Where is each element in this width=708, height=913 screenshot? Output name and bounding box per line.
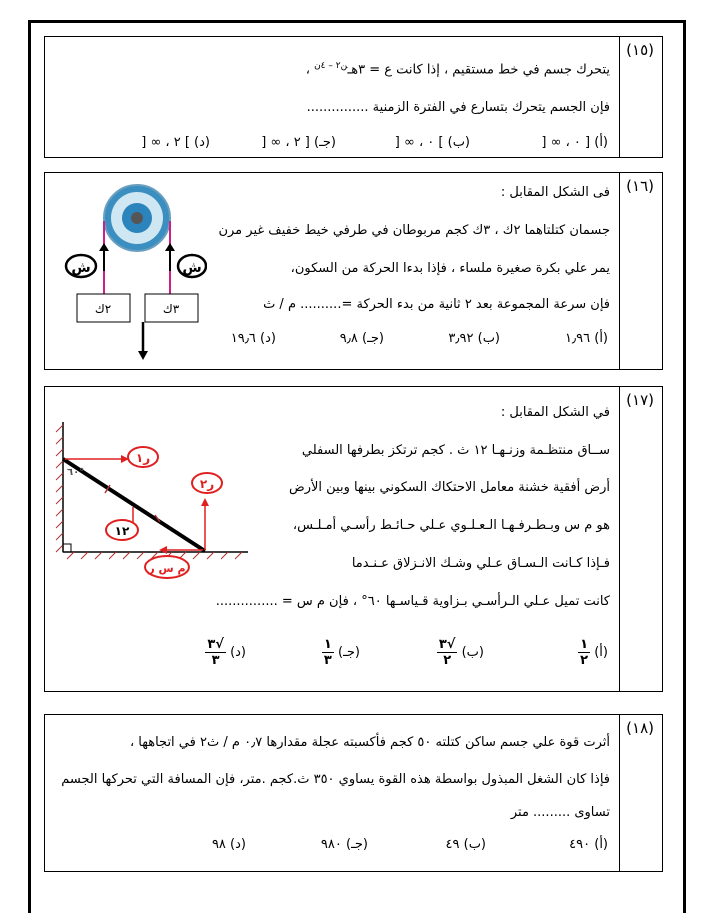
question-line — [306, 61, 610, 77]
r1-label: ر١ — [135, 451, 151, 465]
question-text: يتحرك جسم في خط مستقيم ، إذا كانت ع = ٣هـ — [347, 62, 610, 78]
option-c[interactable]: (جـ) ٩٨٠ — [320, 837, 368, 852]
option-c[interactable]: (جـ) [ ٢ ، ∞ [ — [261, 135, 336, 150]
fraction: $\frac{√٣}{٢}$ — [438, 637, 456, 668]
option-label: (د) — [230, 645, 246, 660]
question-17 — [44, 386, 663, 692]
question-line: جسمان كتلتاهما ٢ك ، ٣ك كجم مربوطان في طرفي خيط خفيف غير مرن — [218, 223, 610, 238]
question-16 — [44, 172, 663, 370]
friction-label: م س ر — [148, 562, 186, 575]
option-a[interactable]: (أ) [ ٠ ، ∞ [ — [541, 135, 608, 150]
option-b[interactable]: (ب) ٣٫٩٢ — [448, 331, 500, 346]
line-end: ، — [305, 62, 310, 78]
question-15 — [44, 36, 663, 158]
weight-label: ١٢ — [114, 524, 130, 538]
left-mass-label: ٢ك — [94, 302, 112, 316]
question-line: فإن سرعة المجموعة بعد ٢ ثانية من بدء الحركة =.......... م / ث — [263, 297, 610, 312]
question-line: فإن الجسم يتحرك بتسارع في الفترة الزمنية ............... — [306, 100, 610, 115]
option-b[interactable]: (ب) ٤٩ — [445, 837, 486, 852]
option-b[interactable] — [437, 637, 484, 668]
option-d[interactable] — [205, 637, 246, 668]
fraction: $\frac{١}{٢}$ — [580, 637, 589, 668]
angle-label: ٦٠° — [67, 467, 85, 478]
option-d[interactable]: (د) ١٩٫٦ — [230, 331, 276, 346]
r2-label: ر٢ — [199, 477, 215, 491]
number-column — [619, 173, 662, 369]
option-label: (جـ) — [338, 645, 360, 660]
pulley-figure — [57, 183, 207, 368]
option-label: (أ) — [594, 645, 608, 660]
question-number: (١٨) — [626, 719, 654, 737]
tension-label: ش — [71, 260, 91, 276]
question-line: فـإذا كـانت الـسـاق عـلي وشـك الانـزلاق عـنـدما — [351, 556, 610, 571]
question-number: (١٦) — [626, 177, 654, 195]
option-b[interactable]: (ب) ] ٠ ، ∞ [ — [394, 135, 470, 150]
question-line: أثرت قوة علي جسم ساكن كتلته ٥٠ كجم فأكسبته عجلة مقدارها ٠٫٧ م / ث٢ في اتجاهها ، — [129, 735, 610, 750]
question-line: فإذا كان الشغل المبذول بواسطة هذه القوة يساوي ٣٥٠ ث.كجم .متر، فإن المسافة التي تحركها الجسم — [61, 772, 610, 787]
option-a[interactable]: (أ) ٤٩٠ — [569, 837, 608, 852]
option-a[interactable] — [578, 637, 608, 668]
tension-label: ش — [182, 260, 202, 276]
option-label: (ب) — [461, 645, 484, 660]
question-line: ســاق منتظـمة وزنـهـا ١٢ ث . كجم ترتكز بطرفها السفلي — [301, 443, 610, 458]
question-line: هو م س وبـطـرفـهـا الـعـلـوي عـلي حـائـط رأسـي أمـلـس، — [292, 518, 610, 533]
option-d[interactable]: (د) ٩٨ — [211, 837, 246, 852]
question-line: يمر علي بكرة صغيرة ملساء ، فإذا بدءا الحركة من السكون، — [290, 261, 610, 276]
question-line: في الشكل المقابل : — [500, 405, 610, 420]
right-mass-label: ٣ك — [162, 302, 180, 316]
exponent: ن٢ – ٤ن — [314, 61, 348, 71]
question-line: فى الشكل المقابل : — [500, 185, 610, 200]
option-d[interactable]: (د) ] ٢ ، ∞ [ — [141, 135, 210, 150]
option-a[interactable]: (أ) ١٫٩٦ — [564, 331, 608, 346]
option-c[interactable]: (جـ) ٩٫٨ — [339, 331, 384, 346]
question-18 — [44, 714, 663, 872]
fraction: $\frac{١}{٣}$ — [323, 637, 332, 668]
question-line: كانت تميل عـلي الـرأسـي بـزاوية قـياسـها ٦٠° ، فإن م س = ............... — [215, 594, 610, 609]
question-line: تساوى ......... متر — [510, 805, 610, 820]
ladder-figure — [53, 417, 253, 582]
question-number: (١٧) — [626, 391, 654, 409]
question-line: أرض أفقية خشنة معامل الاحتكاك السكوني بينها وبين الأرض — [288, 480, 610, 495]
option-c[interactable] — [322, 637, 360, 668]
fraction: $\frac{√٣}{٣}$ — [207, 637, 224, 668]
number-column — [619, 387, 662, 691]
number-column — [619, 715, 662, 871]
question-number: (١٥) — [626, 41, 654, 59]
